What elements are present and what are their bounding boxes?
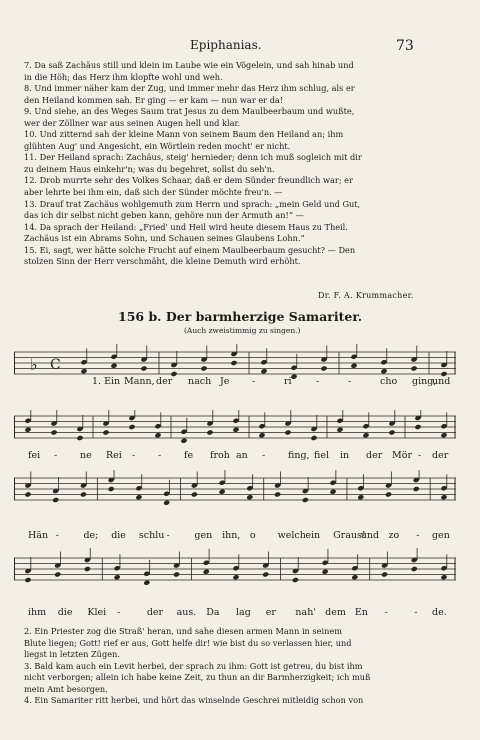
lyric-syllable: er [265,607,276,618]
lyric-syllable: froh [210,450,230,461]
verse-line: Blute liegen; Gott! rief er aus, Gott helfe dir! wie bist du so verlassen hier, und [24,637,352,648]
lyric-syllable: de; [83,530,99,541]
note-head [411,566,418,572]
lyric-syllable: fiel [314,450,329,461]
verse-line: 4. Ein Samariter ritt herbei, und hört das winselnde Geschrei mitleidig schon von [24,695,364,705]
note-head [350,363,357,369]
verse-line: mein Amt besorgen. [24,683,108,694]
note-head [140,365,147,371]
lyric-syllable: Graus! [333,530,366,541]
lyric-syllable: in [340,450,350,461]
note-head [163,500,170,506]
note-head [258,432,265,438]
note-head [440,432,447,438]
verse-line: nicht verborgen; allein ich habe keine Zeit, zu thun an dir Barmherzigkeit; ich muß [24,672,371,682]
prose-line: 11. Der Heiland sprach: Zachäus, steig' hernieder; denn ich muß sogleich mit dir [24,152,362,163]
page-header-title: Epiphanias. [190,38,262,52]
lyric-syllable: - [166,530,170,541]
hymn-number: 156 b. [118,309,162,324]
lyric-syllable: - [384,607,388,618]
lyric-syllable: gen [194,530,213,541]
music-staff [14,548,456,598]
lyric-syllable: - [252,376,256,387]
note-head [362,432,369,438]
verse-line: 2. Ein Priester zog die Straß' heran, und sahe diesen armen Mann in seinem [24,626,342,636]
hymn-title [118,309,362,324]
lyric-syllable: und [432,376,451,387]
note-head [232,574,239,580]
note-head [320,365,327,371]
lyric-syllable: fe [184,450,194,461]
lyric-syllable: Klei [87,607,107,618]
prose-line: aber lehrte bei ihm ein, daß sich der Sünder möchte freu'n. — [24,187,283,198]
lyric-syllable: - [414,607,418,618]
lyric-syllable: an [236,450,248,461]
note-head [357,494,364,500]
prose-line: 7. Da saß Zachäus still und klein im Laube wie ein Vögelein, und sah hinab und [24,60,354,70]
lyric-syllable: - [158,450,162,461]
note-head [292,577,299,583]
lyrics-line [14,450,456,464]
lyrics-line [14,607,456,621]
lyric-syllable: der [366,450,383,461]
lyric-syllable: - [132,450,136,461]
note-head [154,432,161,438]
lyric-syllable: o [249,530,256,541]
lyric-syllable: fing, [288,450,310,461]
note-head [410,365,417,371]
lyrics-line [14,530,456,544]
prose-line: stolzen Sinn der Herr verschmäht, die kleine Demuth wird erhöht. [24,256,301,267]
lyric-syllable: ri [284,376,292,387]
note-head [206,429,213,435]
lyric-syllable: Da [206,607,220,618]
note-head [24,427,31,433]
note-head [135,494,142,500]
note-head [284,429,291,435]
hymn-name: Der barmherzige Samariter. [165,309,363,324]
prose-block [24,60,456,268]
prose-line: in die Höh; das Herz ihm klopfte wohl und weh. [24,71,223,82]
note-head [108,486,115,492]
note-head [232,427,239,433]
lyric-syllable: Mann, [124,376,155,387]
note-head [52,497,59,503]
note-head [230,360,237,366]
note-head [76,435,83,441]
note-head [336,427,343,433]
common-time-icon: C [50,357,61,373]
note-head [191,491,198,497]
author-signature: Dr. F. A. Krummacher. [318,291,414,300]
note-head [414,424,421,430]
note-head [80,368,87,374]
note-head [381,571,388,577]
lyric-syllable: - [54,450,58,461]
lyric-syllable: cho [380,376,398,387]
page-number: 73 [396,38,414,54]
lyrics-line [14,376,456,390]
lyric-syllable: aus. [176,607,197,618]
lyric-syllable: dem [325,607,346,618]
lyric-syllable: - [55,530,59,541]
note-head [322,569,329,575]
prose-line: 14. Da sprach der Heiland: „Fried' und Heil wird heute diesem Haus zu Theil. [24,221,348,232]
lyric-syllable: - [418,450,422,461]
lyric-syllable: welch [277,530,306,541]
prose-line: 13. Drauf trat Zachäus wohlgemuth zum Herrn und sprach: „mein Geld und Gut, [24,198,361,209]
lyric-syllable: En [354,607,368,618]
note-head [219,489,226,495]
lyric-syllable: lag [236,607,251,618]
lyric-syllable: fei [28,450,41,461]
prose-line: 8. Und immer näher kam der Zug, und immer mehr das Herz ihm schlug, als er [24,83,355,94]
prose-line: den Heiland kommen sah. Er ging — er kam — nun war er da! [24,94,284,105]
prose-line: Zachäus ist ein Abrams Sohn, und Schauen seines Glaubens Lohn.“ [24,233,305,244]
note-head [351,574,358,580]
lyric-syllable: zo [388,530,400,541]
prose-line: glühten Aug' und Angesicht, ein Wörtlein reden mocht' er nicht. [24,140,291,151]
lyric-syllable: - [117,607,121,618]
note-head [440,574,447,580]
note-head [310,435,317,441]
lyric-syllable: gen [432,530,450,541]
lyric-syllable: nach [188,376,212,387]
note-head [128,424,135,430]
note-head [262,571,269,577]
lyric-syllable: Rei [106,450,122,461]
prose-line: 10. Und zitternd sah der kleine Mann von seinem Baum den Heiland an; ihm [24,129,344,140]
verses-block [24,626,456,707]
prose-line: wer der Zöllner war aus seinen Augen hell und klar. [24,117,241,128]
verse-line: 3. Bald kam auch ein Levit herbei, der sprach zu ihm: Gott ist getreu, du bist ihm [24,660,363,671]
note-head [24,577,31,583]
note-head [385,491,392,497]
prose-line: 12. Drob murrte sehr des Volkes Schaar, daß er dem Sünder freundlich war; er [24,175,353,186]
note-head [84,566,91,572]
note-head [110,363,117,369]
prose-line: zu deinem Haus einkehr'n; was du begehret, sollst du seh'n. [24,163,275,174]
note-head [329,489,336,495]
hymn-subtitle: (Auch zweistimmig zu singen.) [184,326,301,335]
lyric-syllable: 1. Ein [92,376,121,387]
lyric-syllable: - [348,376,352,387]
note-head [260,368,267,374]
treble-clef-icon: ♭ [30,355,38,374]
note-head [200,365,207,371]
lyric-syllable: ein [305,530,321,541]
lyric-syllable: die [111,530,126,541]
prose-line: 15. Ei, sagt, wer hätte solche Frucht auf einem Maulbeerbaum gesucht? — Den [24,244,356,255]
lyric-syllable: - [416,530,420,541]
note-head [180,438,187,444]
lyric-syllable: de. [432,607,447,618]
lyric-syllable: nah' [295,607,316,618]
note-head [143,580,150,586]
lyric-syllable: ne [80,450,92,461]
note-head [102,429,109,435]
music-staff [14,470,456,518]
note-head [302,497,309,503]
note-head [380,368,387,374]
lyric-syllable: schlu [138,530,165,541]
lyric-syllable: der [156,376,173,387]
music-staff [14,410,456,454]
note-head [246,494,253,500]
note-head [388,429,395,435]
lyric-syllable: Mör [392,450,412,461]
lyric-syllable: Hän [28,530,49,541]
lyric-syllable: und [360,530,380,541]
prose-line: 9. Und siehe, an des Weges Saum trat Jesus zu dem Maulbeerbaum und wußte, [24,106,355,117]
note-head [54,571,61,577]
lyric-syllable: - [316,376,320,387]
lyric-syllable: die [57,607,73,618]
note-head [274,491,281,497]
verse-line: liegst in letzten Zügen. [24,649,120,659]
note-head [80,491,87,497]
lyric-syllable: der [432,450,449,461]
lyric-syllable: der [146,607,164,618]
note-head [114,574,121,580]
lyric-syllable: ging, [412,376,437,387]
note-head [173,571,180,577]
prose-line: das ich dir selbst nicht geben kann, gehöre nun der Armuth an!“ — [24,210,304,221]
lyric-syllable: ihm [28,607,47,618]
note-head [413,486,420,492]
note-head [203,569,210,575]
note-head [440,494,447,500]
note-head [50,429,57,435]
note-head [24,491,31,497]
lyric-syllable: Je [220,376,230,387]
lyric-syllable: ihn, [222,530,241,541]
lyric-syllable: - [262,450,266,461]
